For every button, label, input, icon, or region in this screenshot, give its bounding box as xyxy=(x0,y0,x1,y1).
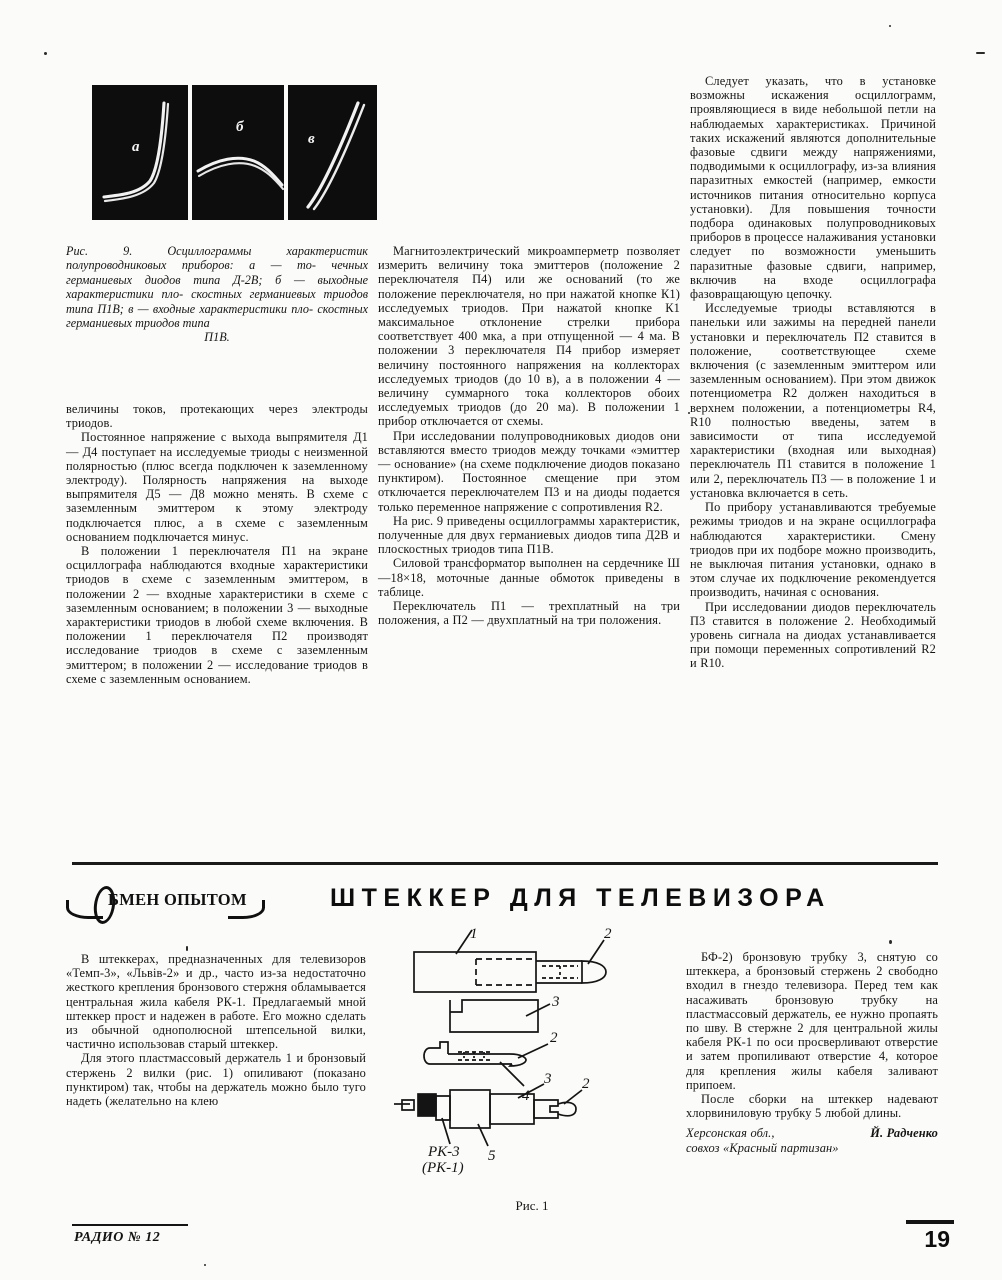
cable-label-line1: РК-3 xyxy=(428,1144,460,1160)
footer-rule-right xyxy=(906,1220,954,1224)
figure-1-caption: Рис. 1 xyxy=(515,1198,549,1213)
scan-speck xyxy=(204,1264,206,1266)
oscillogram-trace-c xyxy=(288,85,377,220)
author-location-line1: Херсонская обл., xyxy=(686,1126,775,1141)
scan-speck xyxy=(976,52,985,54)
oscillogram-panel-a xyxy=(92,85,188,220)
oscillogram-panel-b xyxy=(192,85,284,220)
figure-9-photos xyxy=(92,85,377,220)
paragraph: В положении 1 переключателя П1 на экране осциллографа наблюдаются входные характеристики триодов в схеме с заземленным эмиттером, в положении 2 — входные характеристики в схеме с заземленным основанием; в положении 3 — выходные характеристики триодов в любой схеме включения. В положении 1 переключателя П2 производят исследование триодов в схеме с заземленным эмиттером; в положении 2 — исследование триодов в схеме с заземленным основанием. xyxy=(66,544,368,686)
paragraph: Переключатель П1 — трехплатный на три положения, а П2 — двухплатный на три положения. xyxy=(378,599,680,628)
figure-1-drawing xyxy=(392,928,672,1228)
scan-speck xyxy=(44,52,47,55)
paragraph: Для этого пластмассовый держатель 1 и бронзовый стержень 2 вилки (рис. 1) опиливают (показано пунктиром) так, чтобы на держатель можно было туго надеть (желательно на клею xyxy=(66,1051,366,1109)
callout-2-top: 2 xyxy=(604,928,612,942)
paragraph: величины токов, протекающих через электроды триодов. xyxy=(66,402,368,431)
page-number: 19 xyxy=(924,1226,950,1252)
caption-line: скостных германиевых триодов типа xyxy=(66,287,368,316)
panel-label-b: б xyxy=(236,119,244,135)
footer-rule-left xyxy=(72,1224,188,1226)
paragraph: Исследуемые триоды вставляются в панельки или зажимы на передней панели установки и переключатель П2 ставится в положение, соответствующее схеме включения (с заземленным эмиттером или заземленным основанием). При этом движок потенциометра R2 должен находиться в верхнем положении, а потенциометры R4, R10 полностью введены, затем в зависимости от типа исследуемой характеристики (входная или выходная) переключатель П1 ставится в положение 1 или 2, переключатель П3 — в положение 1 и установка включается в сеть. xyxy=(690,301,936,500)
caption-line: скостных германиевых триодов типа xyxy=(66,301,369,331)
cable-label-line2: (РК-1) xyxy=(422,1160,464,1176)
section-masthead xyxy=(68,884,264,922)
masthead-label: БМЕН ОПЫТОМ xyxy=(108,890,247,909)
oscillogram-panel-c xyxy=(288,85,377,220)
paragraph: Магнитоэлектрический микроамперметр позволяет измерить величину тока эмиттеров (положение 2 переключателя П4) или же оснований (то же положение переключателя, но при нажатой кнопке К1) исследуемых триодов. При нажатой кнопке К1 максимальное отклонение стрелки прибора соответствует 400 мка, а при отпущенной — 4 ма. В положении 3 переключателя П4 прибор измеряет величину постоянного напряжения на коллекторах исследуемых триодов (до 10 в), а в положении 4 — величину суммарного тока коллекторов обоих исследуемых триодов (до 20 ма). В положении 1 прибор отключается от схемы. xyxy=(378,244,680,429)
article2-left-column xyxy=(66,952,366,1108)
paragraph: В штеккерах, предназначенных для телевизоров «Темп-3», «Львiв-2» и др., часто из-за недостаточно жесткого крепления бронзового стержня обламывается центральная жила кабеля РК-1. Предлагаемый мной штеккер прост и надежен в работе. Его можно сделать из обычной однополюсной штепсельной вилки, частично использовав старый штеккер. xyxy=(66,952,366,1052)
scan-speck xyxy=(186,946,188,951)
paragraph: По прибору устанавливаются требуемые режимы триодов и на экране осциллографа наблюдаются характеристики. Смену триодов при их подборе можно производить, не выключая питания установки, однако в этом случае их подключение рекомендуется производить, начиная с основания. xyxy=(690,500,936,600)
body-column-2 xyxy=(378,244,680,627)
callout-5: 5 xyxy=(488,1148,496,1164)
scan-speck xyxy=(889,940,892,944)
callout-3-tube: 3 xyxy=(552,994,560,1010)
callout-3-assembled: 3 xyxy=(544,1071,552,1087)
caption-line: Рис. 9. Осциллограммы характеристик xyxy=(66,244,368,258)
section-divider xyxy=(72,862,938,865)
plug-assembly-diagram xyxy=(392,928,672,1228)
callout-4: 4 xyxy=(522,1088,530,1104)
callout-2-assembled: 2 xyxy=(582,1076,590,1092)
caption-line: чечных германиевых диодов типа Д-2В; xyxy=(66,258,368,287)
scan-speck xyxy=(688,412,690,414)
paragraph: На рис. 9 приведены осциллограммы характеристик, полученные для двух германиевых диодов типа Д2В и плоскостных триодов типа П1В. xyxy=(378,513,680,557)
oscillogram-trace-b xyxy=(192,85,284,220)
figure-9-caption xyxy=(66,244,368,345)
callout-2-pin: 2 xyxy=(550,1030,558,1046)
paragraph: После сборки на штеккер надевают хлорвиниловую трубку 5 любой длины. xyxy=(686,1092,938,1121)
article2-right-column xyxy=(686,950,938,1155)
paragraph: Постоянное напряжение с выхода выпрямителя Д1 — Д4 поступает на исследуемые триоды с неизменной полярностью (плюс всегда подключен к заземленному электроду). Полярность напряжения на выходе выпрямителя Д5 — Д8 можно менять. В схеме с заземленным эмиттером к этому электроду подключается плюс, а в схеме с заземленным основанием подключается минус. xyxy=(66,430,368,544)
body-column-1 xyxy=(66,402,368,686)
paragraph: При исследовании диодов переключатель П3 ставится в положение 2. Необходимый уровень сигнала на диодах устанавливается при помощи переменных сопротивлений R2 и R10. xyxy=(690,599,936,671)
author-name: Й. Радченко xyxy=(870,1126,938,1141)
paragraph: Следует указать, что в установке возможны искажения осциллограмм, проявляющиеся в виде небольшой петли на наблюдаемых характеристиках. Причиной таких искажений являются дополнительные фазовые сдвиги между напряжениями, подводимыми к осциллографу, из-за влияния паразитных емкостей (например, емкости источников питания относительно корпуса установки). Для повышения точности подбора одинаковых полупроводниковых приборов в процессе налаживания установки следует по возможности уменьшить паразитные фазовые сдвиги, например, включив на входе осциллографа фазовращающую цепочку. xyxy=(690,74,936,302)
scan-speck xyxy=(889,25,891,27)
author-location-line2: совхоз «Красный партизан» xyxy=(686,1140,839,1155)
masthead-flourish-right-icon xyxy=(228,900,265,919)
paragraph: При исследовании полупроводниковых диодов они вставляются вместо триодов между точками «эмиттер — основание» (на схеме подключение диодов показано пунктиром). Постоянное смещение при этом отключается переключателем П3 и на диоды подается только переменное напряжение с сопротивления R2. xyxy=(378,428,680,514)
article-title: ШТЕККЕР ДЛЯ ТЕЛЕВИЗОРА xyxy=(330,884,831,912)
paragraph: Силовой трансформатор выполнен на сердечнике Ш—18×18, моточные данные обмоток приведены в таблице. xyxy=(378,556,680,599)
footer-magazine-name: РАДИО № 12 xyxy=(74,1230,161,1245)
body-column-3 xyxy=(690,74,936,671)
caption-last-line: П1В. xyxy=(204,330,230,345)
paragraph: БФ-2) бронзовую трубку 3, снятую со штеккера, а бронзовый стержень 2 свободно входил в гнездо телевизора. Перед тем как насаживать бронзовую трубку на пластмассовый держатель, ее нужно пропаять по шву. В стержне 2 для центральной жилы кабеля РК-1 по оси просверливают отверстие и затем пропиливают отверстие 4, которое для крепления жилы кабеля заливают припоем. xyxy=(686,950,938,1092)
callout-1: 1 xyxy=(470,928,478,942)
oscillogram-trace-a xyxy=(92,85,188,220)
caption-line: полупроводниковых приборов: а — то- xyxy=(66,258,316,273)
panel-label-a: а xyxy=(132,139,140,155)
caption-line: б — выходные характеристики пло- xyxy=(66,272,368,302)
article2-signature xyxy=(686,1126,938,1155)
panel-label-c: в xyxy=(308,131,315,147)
caption-line: П1В; в — входные характеристики пло- xyxy=(97,301,314,316)
